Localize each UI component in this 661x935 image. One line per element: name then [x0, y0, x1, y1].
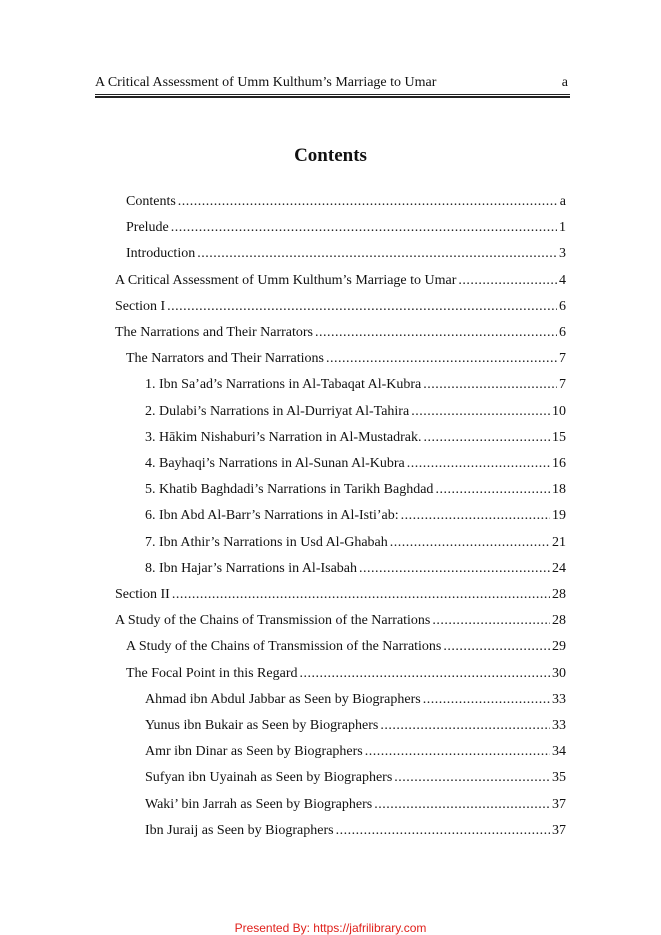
toc-entry-page: 6 — [559, 325, 566, 340]
toc-entry-label: Yunus ibn Bukair as Seen by Biographers — [145, 718, 379, 733]
toc-entry-label: 4. Bayhaqi’s Narrations in Al-Sunan Al-Kubra — [145, 456, 405, 471]
toc-entry-page: 1 — [559, 220, 566, 236]
toc-leader-dots — [423, 428, 550, 448]
toc-entry-label: 5. Khatib Baghdadi’s Narrations in Tarikh Baghdad — [145, 482, 434, 498]
running-header — [95, 73, 570, 95]
toc-entry-page: 28 — [552, 613, 566, 629]
toc-entry-label: Section I — [115, 298, 166, 314]
toc-leader-dots — [423, 375, 557, 395]
toc-entry-label: 2. Dulabi’s Narrations in Al-Durriyat Al-Tahira — [145, 403, 410, 419]
toc-entry-label: 6. Ibn Abd Al-Barr’s Narrations in Al-Isti’ab: — [145, 508, 399, 524]
toc-leader-dots — [365, 742, 550, 762]
toc-entry-label: A Study of the Chains of Transmission of the Narrations — [115, 613, 431, 629]
toc-entry[interactable] — [145, 533, 566, 553]
toc-entry-page: 6 — [559, 298, 566, 314]
toc-leader-dots — [394, 768, 550, 788]
toc-entry-page: 29 — [552, 639, 566, 655]
toc-entry-label: The Narrators and Their Narrations — [126, 351, 324, 367]
toc-entry-label: Prelude — [126, 220, 169, 236]
toc-leader-dots — [326, 349, 557, 369]
toc-leader-dots — [167, 297, 557, 317]
toc-entry-label: 1. Ibn Sa’ad’s Narrations in Al-Tabaqat Al-Kubra — [145, 377, 422, 393]
toc-entry[interactable] — [145, 375, 566, 395]
toc-entry-page: 37 — [552, 822, 566, 838]
toc-entry[interactable] — [145, 480, 566, 500]
toc-entry-page: 15 — [552, 429, 566, 445]
toc-entry[interactable] — [115, 271, 566, 291]
contents-heading: Contents — [294, 145, 367, 166]
toc-entry-page: 28 — [552, 587, 566, 602]
toc-leader-dots — [336, 821, 550, 841]
toc-entry[interactable] — [145, 768, 566, 788]
toc-leader-dots — [432, 611, 550, 631]
toc-entry[interactable] — [115, 323, 566, 343]
toc-entry-page: 21 — [552, 534, 566, 550]
toc-entry-page: 7 — [559, 377, 566, 393]
toc-entry-page: 7 — [559, 351, 566, 367]
toc-entry[interactable] — [145, 821, 566, 841]
toc-entry-page: 10 — [552, 403, 566, 419]
toc-entry-label: A Study of the Chains of Transmission of the Narrations — [126, 639, 442, 655]
toc-leader-dots — [435, 480, 550, 500]
toc-leader-dots — [197, 244, 557, 264]
toc-entry-label: Ahmad ibn Abdul Jabbar as Seen by Biographers — [145, 691, 421, 707]
toc-entry-page: 24 — [552, 560, 566, 576]
toc-entry-page: 35 — [552, 770, 566, 786]
toc-leader-dots — [171, 218, 557, 238]
toc-leader-dots — [299, 664, 550, 684]
toc-entry[interactable] — [145, 506, 566, 526]
toc-entry-label: Introduction — [126, 246, 196, 262]
toc-leader-dots — [178, 192, 558, 212]
toc-leader-dots — [359, 559, 550, 579]
toc-entry-label: Sufyan ibn Uyainah as Seen by Biographers — [145, 770, 393, 786]
toc-entry-label: Contents — [126, 194, 176, 209]
toc-entry[interactable] — [115, 611, 566, 631]
toc-entry-page: 19 — [552, 508, 566, 524]
toc-leader-dots — [390, 533, 550, 553]
toc-entry[interactable] — [115, 297, 566, 317]
toc-leader-dots — [443, 637, 550, 657]
toc-entry-page: 4 — [559, 272, 566, 288]
toc-entry[interactable] — [126, 664, 566, 684]
toc-leader-dots — [401, 506, 550, 526]
toc-leader-dots — [380, 716, 550, 736]
toc-entry-page: a — [559, 194, 566, 209]
toc-leader-dots — [458, 271, 557, 291]
toc-entry[interactable] — [145, 454, 566, 474]
toc-entry-label: 7. Ibn Athir’s Narrations in Usd Al-Ghabah — [145, 534, 388, 550]
toc-entry-label: The Narrations and Their Narrators — [115, 325, 313, 340]
toc-entry[interactable] — [126, 349, 566, 369]
header-rule-thin — [95, 94, 570, 95]
toc-entry-page: 30 — [552, 665, 566, 681]
toc-leader-dots — [411, 402, 550, 422]
toc-entry[interactable] — [126, 244, 566, 264]
toc-entry[interactable] — [115, 585, 566, 605]
toc-leader-dots — [374, 795, 550, 815]
toc-leader-dots — [172, 585, 550, 605]
toc-entry-label: Section II — [115, 587, 170, 602]
toc-entry[interactable] — [126, 192, 566, 212]
toc-leader-dots — [423, 690, 550, 710]
toc-leader-dots — [407, 454, 550, 474]
toc-entry[interactable] — [145, 795, 566, 815]
toc-entry-label: Waki’ bin Jarrah as Seen by Biographers — [145, 796, 373, 812]
toc-entry[interactable] — [145, 559, 566, 579]
toc-entry-page: 3 — [559, 246, 566, 262]
toc-entry-label: 8. Ibn Hajar’s Narrations in Al-Isabah — [145, 560, 358, 576]
toc-entry-label: 3. Hākim Nishaburi’s Narration in Al-Mustadrak. — [145, 429, 422, 445]
toc-entry[interactable] — [145, 402, 566, 422]
toc-entry[interactable] — [145, 428, 566, 448]
toc-entry-label: Amr ibn Dinar as Seen by Biographers — [145, 744, 363, 760]
toc-entry[interactable] — [145, 742, 566, 762]
toc-entry-page: 33 — [552, 691, 566, 707]
toc-entry-page: 33 — [552, 718, 566, 733]
toc-entry[interactable] — [145, 690, 566, 710]
footer-credit[interactable]: Presented By: https://jafrilibrary.com — [234, 921, 427, 935]
toc-entry[interactable] — [126, 637, 566, 657]
toc-leader-dots — [315, 323, 557, 343]
header-rule-thick — [95, 96, 570, 98]
toc-entry-page: 16 — [552, 456, 566, 471]
toc-entry-page: 34 — [552, 744, 566, 760]
toc-entry-page: 18 — [552, 482, 566, 498]
toc-entry-label: Ibn Juraij as Seen by Biographers — [145, 822, 334, 838]
running-header-page: a — [561, 75, 568, 90]
toc-entry-label: A Critical Assessment of Umm Kulthum’s Marriage to Umar — [115, 272, 457, 288]
toc-entry-label: The Focal Point in this Regard — [126, 665, 298, 681]
toc-entry-page: 37 — [552, 796, 566, 812]
toc-entry[interactable] — [145, 716, 566, 736]
running-header-title: A Critical Assessment of Umm Kulthum’s Marriage to Umar — [95, 75, 437, 90]
toc-entry[interactable] — [126, 218, 566, 238]
